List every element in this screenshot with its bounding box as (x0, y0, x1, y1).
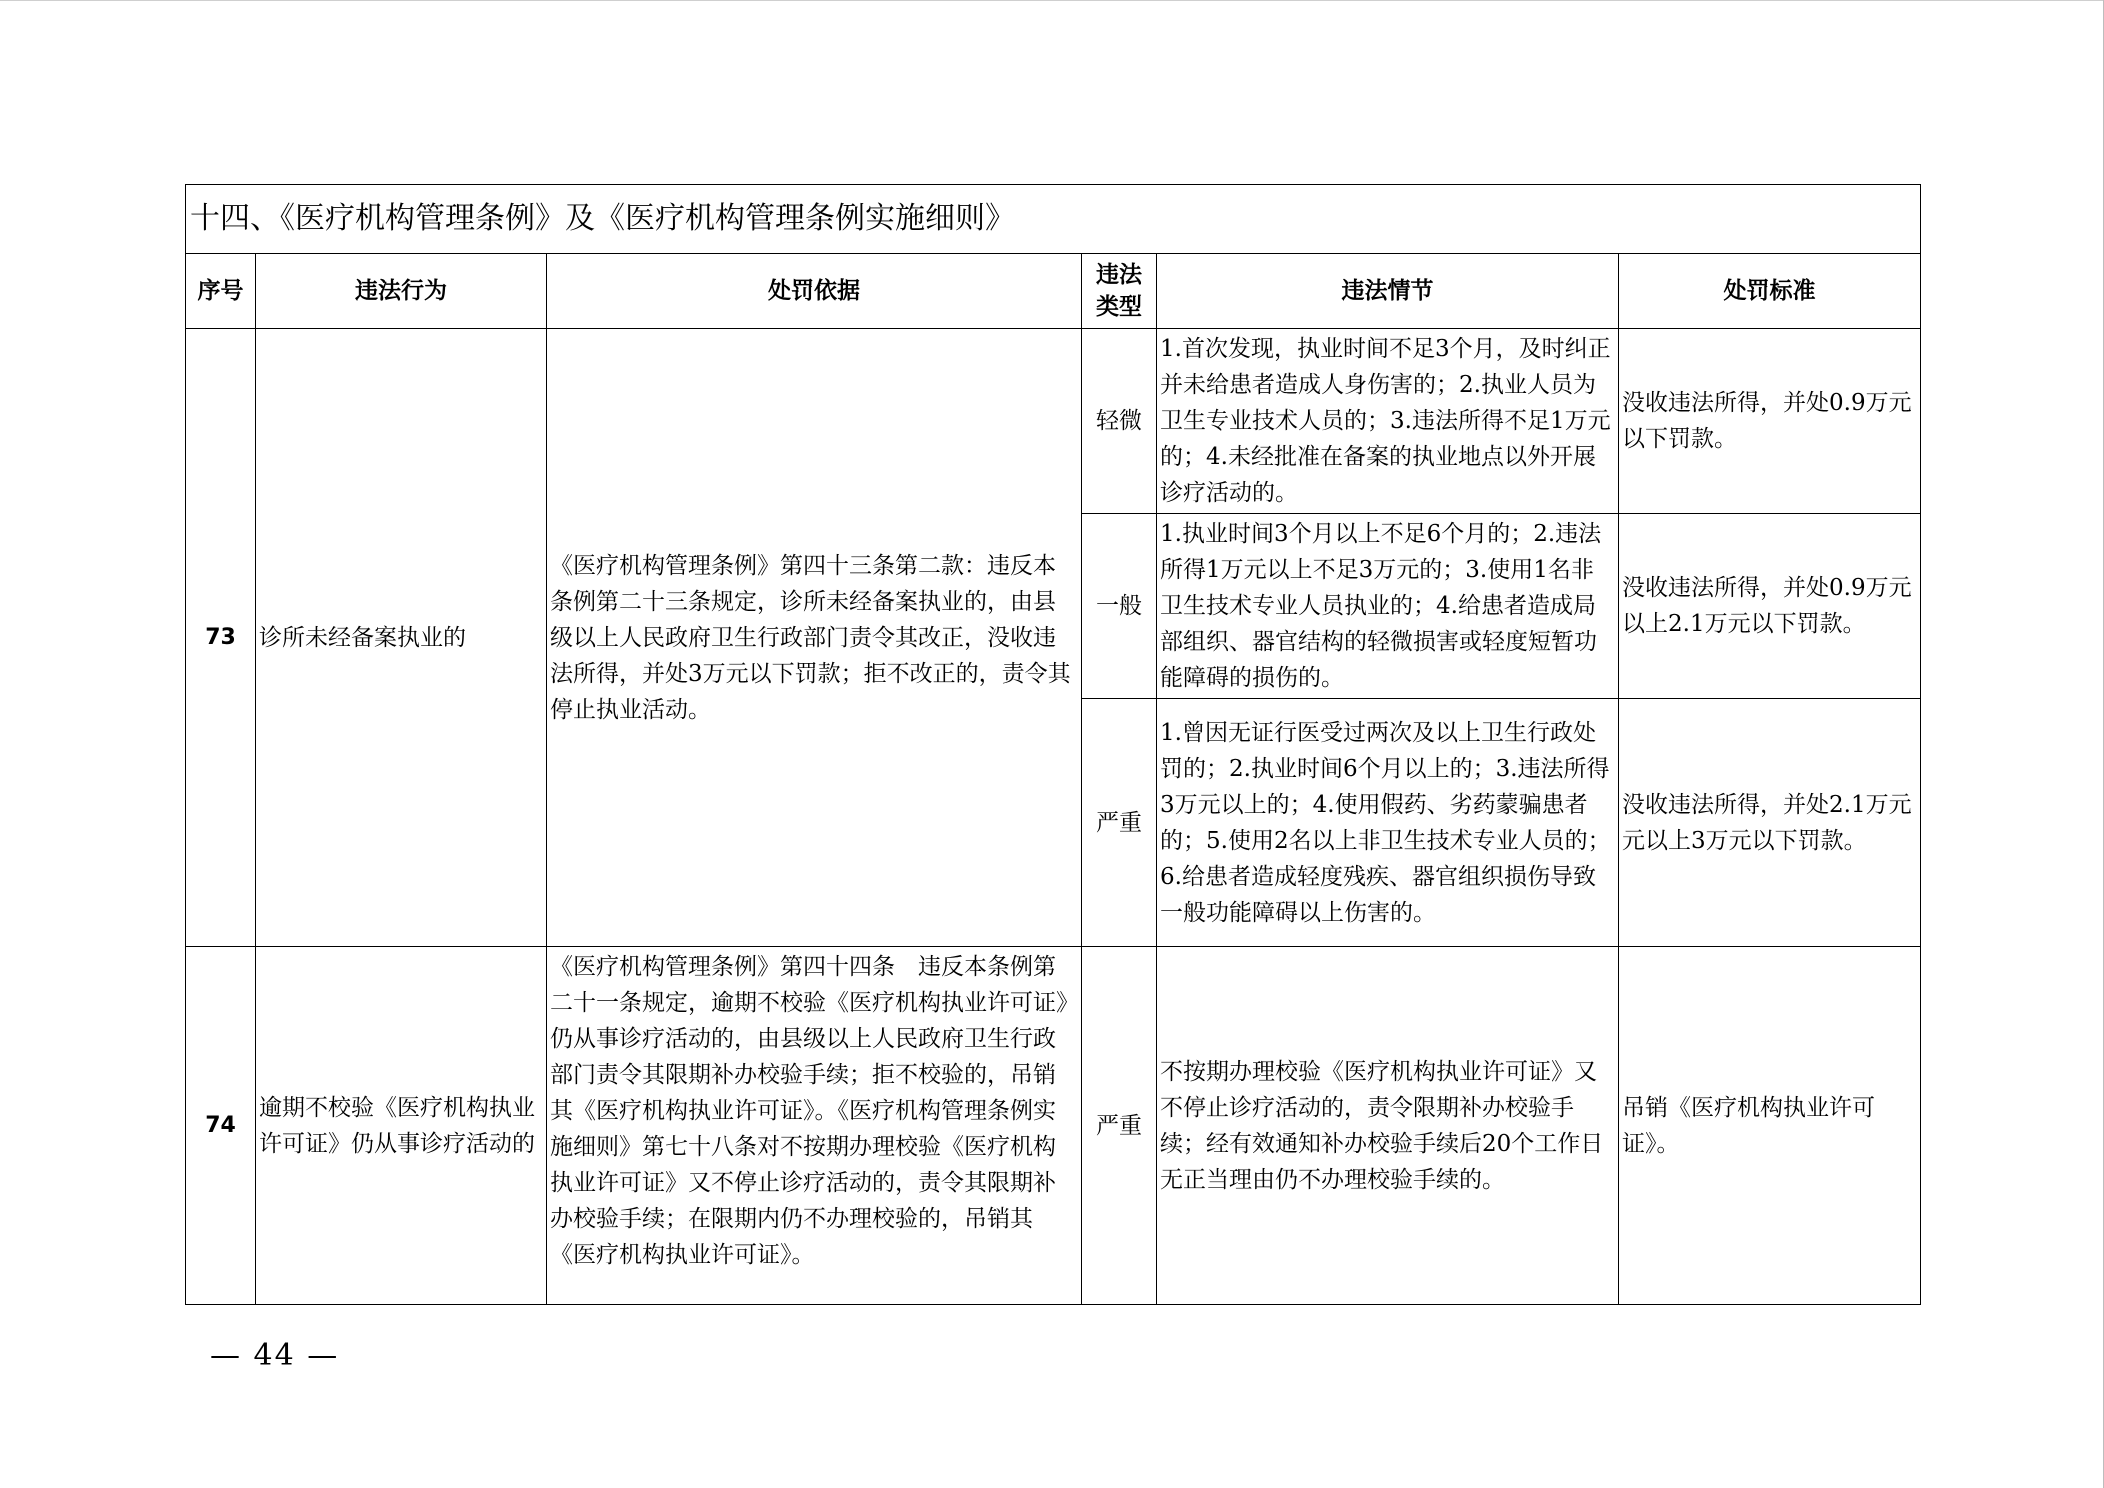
violation-circumstance: 不按期办理校验《医疗机构执业许可证》又不停止诊疗活动的，责令限期补办校验手续；经有效通知补办校验手续后20个工作日无正当理由仍不办理校验手续的。 (1157, 947, 1619, 1305)
header-row (186, 254, 1921, 329)
page-top-border (0, 0, 2104, 1)
row-behavior: 逾期不校验《医疗机构执业许可证》仍从事诊疗活动的 (256, 947, 547, 1305)
penalty-standard: 没收违法所得，并处0.9万元以下罚款。 (1619, 329, 1921, 514)
violation-type: 一般 (1082, 514, 1157, 699)
header-basis: 处罚依据 (547, 254, 1082, 329)
header-seq: 序号 (186, 254, 256, 329)
violation-circumstance: 1.首次发现，执业时间不足3个月，及时纠正并未给患者造成人身伤害的；2.执业人员为卫生专业技术人员的；3.违法所得不足1万元的；4.未经批准在备案的执业地点以外开展诊疗活动的。 (1157, 329, 1619, 514)
violation-circumstance: 1.曾因无证行医受过两次及以上卫生行政处罚的；2.执业时间6个月以上的；3.违法所得3万元以上的；4.使用假药、劣药蒙骗患者的；5.使用2名以上非卫生技术专业人员的；6.给患者造成轻度残疾、器官组织损伤导致一般功能障碍以上伤害的。 (1157, 699, 1619, 947)
violation-type: 轻微 (1082, 329, 1157, 514)
page-number: — 44 — (210, 1338, 340, 1373)
penalty-standard: 没收违法所得，并处2.1万元元以上3万元以下罚款。 (1619, 699, 1921, 947)
violation-type: 严重 (1082, 947, 1157, 1305)
section-title-row (186, 185, 1921, 254)
header-circumstance: 违法情节 (1157, 254, 1619, 329)
penalty-standard: 没收违法所得，并处0.9万元以上2.1万元以下罚款。 (1619, 514, 1921, 699)
row-seq: 74 (186, 947, 256, 1305)
header-behavior: 违法行为 (256, 254, 547, 329)
table-row (186, 947, 1921, 1305)
section-title: 十四、《医疗机构管理条例》及《医疗机构管理条例实施细则》 (186, 185, 1921, 254)
table-row (186, 329, 1921, 514)
row-basis: 《医疗机构管理条例》第四十四条 违反本条例第二十一条规定，逾期不校验《医疗机构执业许可证》仍从事诊疗活动的，由县级以上人民政府卫生行政部门责令其限期补办校验手续；拒不校验的，吊销其《医疗机构执业许可证》。《医疗机构管理条例实施细则》第七十八条对不按期办理校验《医疗机构执业许可证》又不停止诊疗活动的，责令其限期补办校验手续；在限期内仍不办理校验的，吊销其《医疗机构执业许可证》。 (547, 947, 1082, 1305)
violation-circumstance: 1.执业时间3个月以上不足6个月的；2.违法所得1万元以上不足3万元的；3.使用1名非卫生技术专业人员执业的；4.给患者造成局部组织、器官结构的轻微损害或轻度短暂功能障碍的损伤的。 (1157, 514, 1619, 699)
row-basis: 《医疗机构管理条例》第四十三条第二款：违反本条例第二十三条规定，诊所未经备案执业的，由县级以上人民政府卫生行政部门责令其改正，没收违法所得，并处3万元以下罚款；拒不改正的，责令其停止执业活动。 (547, 329, 1082, 947)
header-type: 违法类型 (1082, 254, 1157, 329)
penalty-standard: 吊销《医疗机构执业许可证》。 (1619, 947, 1921, 1305)
row-seq: 73 (186, 329, 256, 947)
penalty-table (185, 184, 1921, 1305)
row-behavior: 诊所未经备案执业的 (256, 329, 547, 947)
violation-type: 严重 (1082, 699, 1157, 947)
header-standard: 处罚标准 (1619, 254, 1921, 329)
